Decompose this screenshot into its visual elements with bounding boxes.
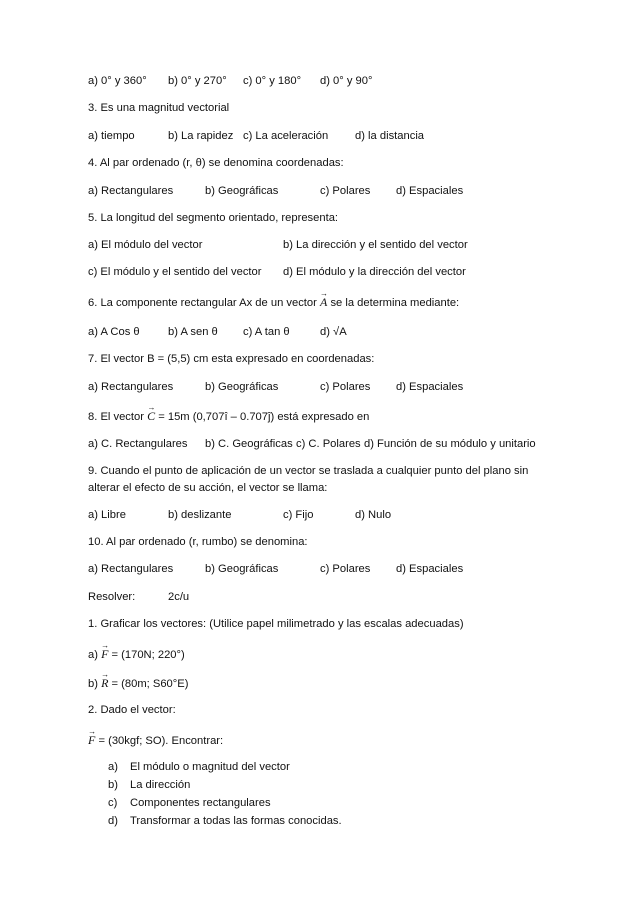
q8-question-suffix: está expresado en (277, 411, 370, 423)
p2-vector-value: = (30kgf; SO). Encontrar: (98, 735, 224, 747)
q4-question: 4. Al par ordenado (r, θ) se denomina coordenadas: (88, 157, 344, 169)
list-item-marker: c) (108, 797, 118, 809)
q5-option-c: c) El módulo y el sentido del vector (88, 266, 262, 278)
q8-expression: = 15m (0,707î – 0.707ĵ) (158, 411, 275, 423)
q7-option-a: a) Rectangulares (88, 381, 174, 393)
list-item-marker: a) (108, 761, 118, 773)
list-item-marker: b) (108, 779, 118, 791)
q10-option-b: b) Geográficas (205, 563, 279, 575)
q8-option-b: b) C. Geográficas (205, 438, 293, 450)
q2-option-c: c) 0° y 180° (243, 75, 302, 87)
q4-option-b: b) Geográficas (205, 185, 279, 197)
q9-option-d: d) Nulo (355, 509, 392, 521)
q10-option-a: a) Rectangulares (88, 563, 174, 575)
list-item: Componentes rectangulares (130, 797, 271, 809)
q6-option-d: d) √A (320, 326, 347, 338)
q10-option-d: d) Espaciales (396, 563, 464, 575)
vector-c-symbol: → C (147, 409, 155, 423)
list-item: El módulo o magnitud del vector (130, 761, 290, 773)
p2-statement: 2. Dado el vector: (88, 704, 176, 716)
q2-option-b: b) 0° y 270° (168, 75, 227, 87)
list-item: Transformar a todas las formas conocidas. (130, 815, 342, 827)
q9-option-a: a) Libre (88, 509, 126, 521)
p1-item-b (88, 676, 188, 691)
q7-question: 7. El vector B = (5,5) cm esta expresado en coordenadas: (88, 353, 375, 365)
p1-item-b-marker: b) (88, 678, 98, 690)
list-item: La dirección (130, 779, 191, 791)
q9-question-line1: 9. Cuando el punto de aplicación de un vector se traslada a cualquier punto del plano sin (88, 465, 529, 477)
q7-option-c: c) Polares (320, 381, 371, 393)
vector-f-symbol: → F (88, 733, 95, 747)
q9-option-b: b) deslizante (168, 509, 232, 521)
q2-option-a: a) 0° y 360° (88, 75, 147, 87)
q3-option-b: b) La rapidez (168, 130, 234, 142)
q3-option-a: a) tiempo (88, 130, 135, 142)
q6-option-c: c) A tan θ (243, 326, 290, 338)
q8-question (88, 409, 369, 424)
q5-option-d: d) El módulo y la dirección del vector (283, 266, 466, 278)
q6-question-prefix: 6. La componente rectangular Ax de un vector (88, 297, 317, 309)
q5-option-b: b) La dirección y el sentido del vector (283, 239, 468, 251)
p1-statement: 1. Graficar los vectores: (Utilice papel milimetrado y las escalas adecuadas) (88, 618, 464, 630)
q6-question-suffix: se la determina mediante: (330, 297, 460, 309)
q3-option-d: d) la distancia (355, 130, 425, 142)
p1-item-b-value: = (80m; S60°E) (111, 678, 189, 690)
q6-option-a: a) A Cos θ (88, 326, 140, 338)
list-item-marker: d) (108, 815, 118, 827)
q8-option-d: d) Función de su módulo y unitario (364, 438, 536, 450)
q10-option-c: c) Polares (320, 563, 371, 575)
q4-option-d: d) Espaciales (396, 185, 464, 197)
q3-option-c: c) La aceleración (243, 130, 329, 142)
q10-question: 10. Al par ordenado (r, rumbo) se denomina: (88, 536, 308, 548)
p1-item-a (88, 647, 185, 662)
q3-question: 3. Es una magnitud vectorial (88, 102, 230, 114)
q7-option-d: d) Espaciales (396, 381, 464, 393)
q2-option-d: d) 0° y 90° (320, 75, 373, 87)
vector-a-symbol: → A (320, 295, 327, 309)
q9-option-c: c) Fijo (283, 509, 314, 521)
resolver-points: 2c/u (168, 591, 190, 603)
q4-option-a: a) Rectangulares (88, 185, 174, 197)
resolver-label: Resolver: (88, 591, 136, 603)
q5-option-a: a) El módulo del vector (88, 239, 203, 251)
q8-question-prefix: 8. El vector (88, 411, 144, 423)
q6-option-b: b) A sen θ (168, 326, 218, 338)
q9-question-line2: alterar el efecto de su acción, el vector se llama: (88, 482, 328, 494)
p2-vector (88, 733, 223, 748)
q5-question: 5. La longitud del segmento orientado, representa: (88, 212, 339, 224)
vector-r-symbol: → R (101, 676, 108, 690)
q8-option-c: c) C. Polares (296, 438, 361, 450)
q6-question (88, 295, 459, 310)
p1-item-a-marker: a) (88, 649, 98, 661)
q4-option-c: c) Polares (320, 185, 371, 197)
q7-option-b: b) Geográficas (205, 381, 279, 393)
q8-option-a: a) C. Rectangulares (88, 438, 188, 450)
p1-item-a-value: = (170N; 220°) (111, 649, 185, 661)
vector-f-symbol: → F (101, 647, 108, 661)
